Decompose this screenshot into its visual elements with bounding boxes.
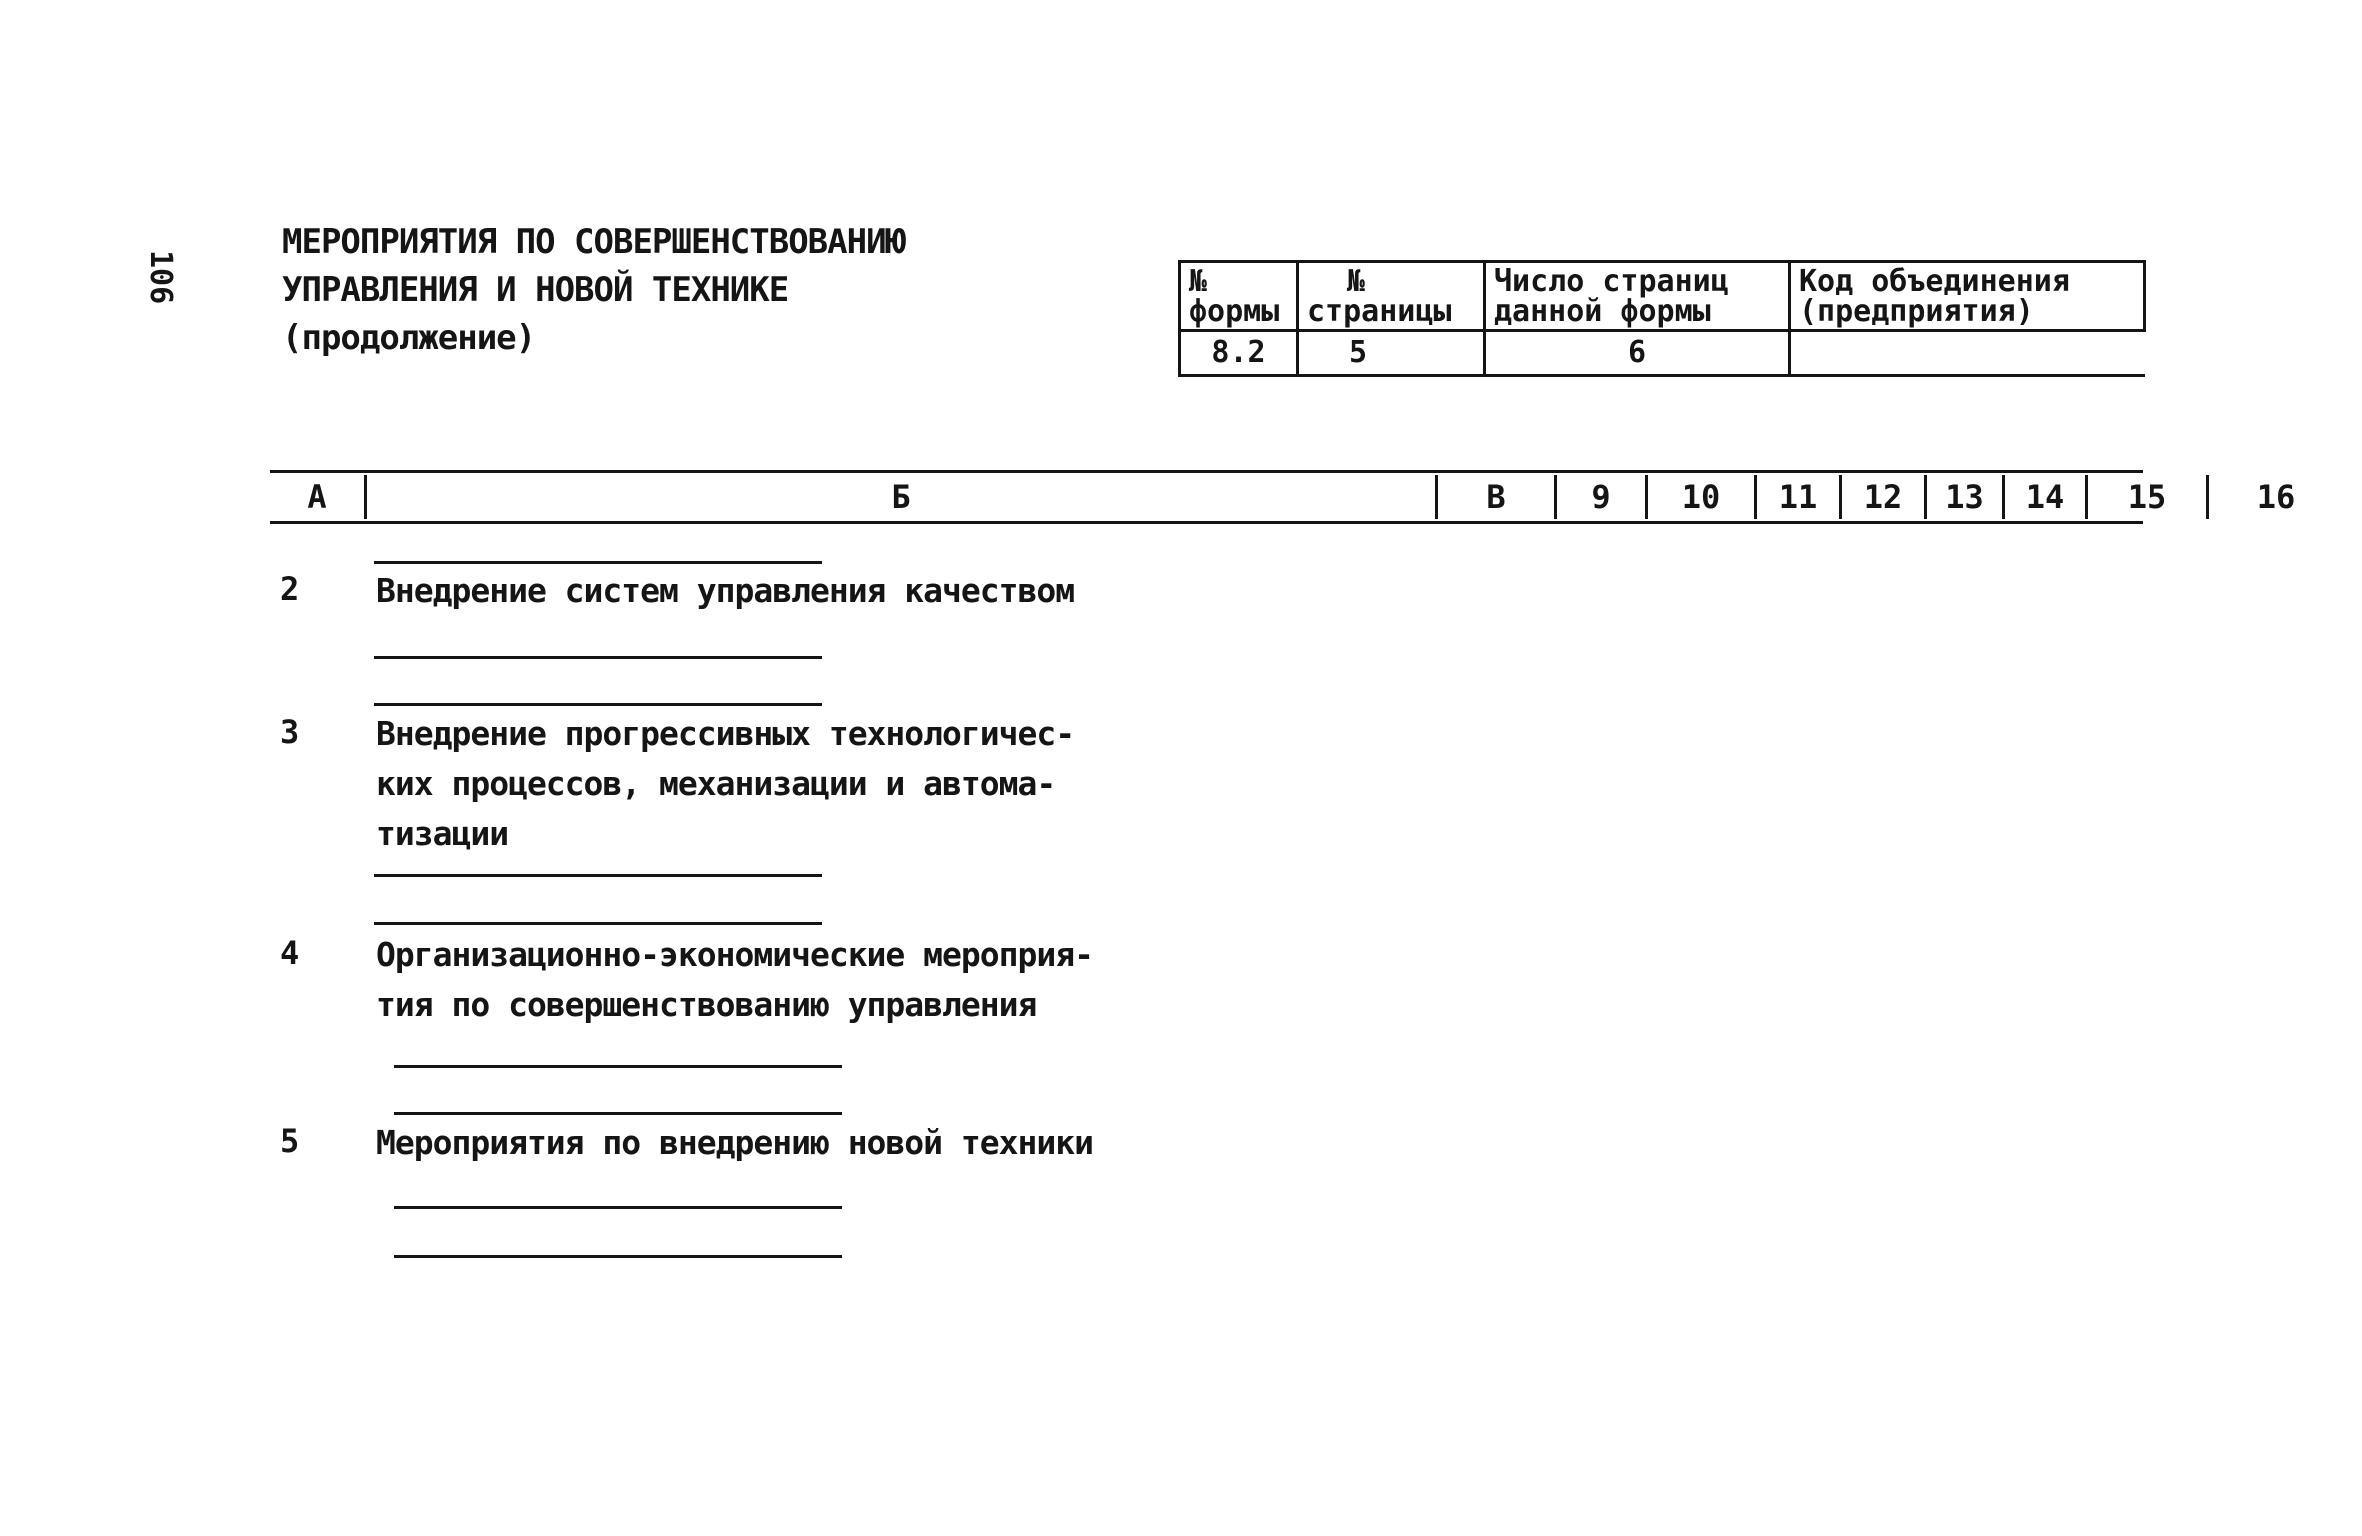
column-header-a: А	[307, 478, 327, 516]
form-info-values-row	[1180, 331, 2145, 376]
column-header-13: 13	[1945, 478, 1984, 516]
form-number-header-line-1: №	[1189, 264, 1208, 299]
title-line-3: (продолжение)	[282, 318, 536, 358]
form-number-header	[1180, 262, 1298, 331]
column-header-v: В	[1486, 478, 1506, 516]
row-number: 3	[280, 713, 300, 751]
form-info-header-row	[1180, 262, 2145, 331]
blank-rule	[394, 1065, 842, 1068]
page-number-header-line-1: №	[1347, 264, 1366, 299]
blank-rule	[394, 1112, 842, 1115]
page-number-header	[1298, 262, 1485, 331]
row-label-line: Мероприятия по внедрению новой техники	[376, 1123, 1093, 1162]
row-number: 2	[280, 570, 300, 608]
column-header-11: 11	[1778, 478, 1818, 516]
enterprise-code-header	[1790, 262, 2145, 331]
row-label	[376, 566, 1074, 616]
row-number: 5	[280, 1122, 300, 1160]
column-header-16: 16	[2256, 478, 2296, 516]
title-line-1: МЕРОПРИЯТИЯ ПО СОВЕРШЕНСТВОВАНИЮ	[282, 222, 906, 262]
blank-rule	[394, 1255, 842, 1258]
column-header-9: 9	[1591, 478, 1611, 516]
row-label	[376, 709, 1074, 859]
enterprise-code-header-line-1: Код объединения	[1799, 264, 2070, 299]
form-number-value: 8.2	[1180, 331, 1298, 376]
column-header-14: 14	[2025, 478, 2065, 516]
page-count-value: 6	[1485, 331, 1790, 376]
page-count-header	[1485, 262, 1790, 331]
title-line-2: УПРАВЛЕНИЯ И НОВОЙ ТЕХНИКЕ	[282, 270, 789, 310]
row-label-line: ких процессов, механизации и автома-	[376, 764, 1056, 803]
column-header-10: 10	[1681, 478, 1721, 516]
blank-rule	[374, 703, 822, 706]
row-number: 4	[280, 934, 300, 972]
blank-rule	[374, 656, 822, 659]
page-number-header-line-2: страницы	[1307, 294, 1452, 329]
blank-rule	[374, 922, 822, 925]
blank-rule	[374, 561, 822, 564]
page-count-header-line-1: Число страниц	[1494, 264, 1729, 299]
page-count-header-line-2: данной формы	[1494, 294, 1711, 329]
row-label-line: Организационно-экономические мероприя-	[376, 935, 1093, 974]
column-header-12: 12	[1863, 478, 1903, 516]
column-header-b: Б	[891, 478, 911, 516]
row-label-line: тизации	[376, 814, 509, 853]
form-number-header-line-2: формы	[1189, 294, 1280, 329]
column-header-strip	[270, 470, 2296, 524]
form-info-table	[1178, 260, 2146, 377]
row-label-line: Внедрение прогрессивных технологичес-	[376, 714, 1075, 753]
enterprise-code-value	[1790, 331, 2145, 376]
blank-rule	[374, 874, 822, 877]
row-label	[376, 930, 1093, 1030]
blank-rule	[394, 1206, 842, 1209]
page-number-value: 5	[1298, 331, 1485, 376]
row-label-line: Внедрение систем управления качеством	[376, 571, 1075, 610]
row-label	[376, 1118, 1093, 1168]
row-label-line: тия по совершенствованию управления	[376, 985, 1037, 1024]
enterprise-code-header-line-2: (предприятия)	[1799, 294, 2034, 329]
column-header-15: 15	[2127, 478, 2167, 516]
page-number: 106	[143, 250, 178, 305]
